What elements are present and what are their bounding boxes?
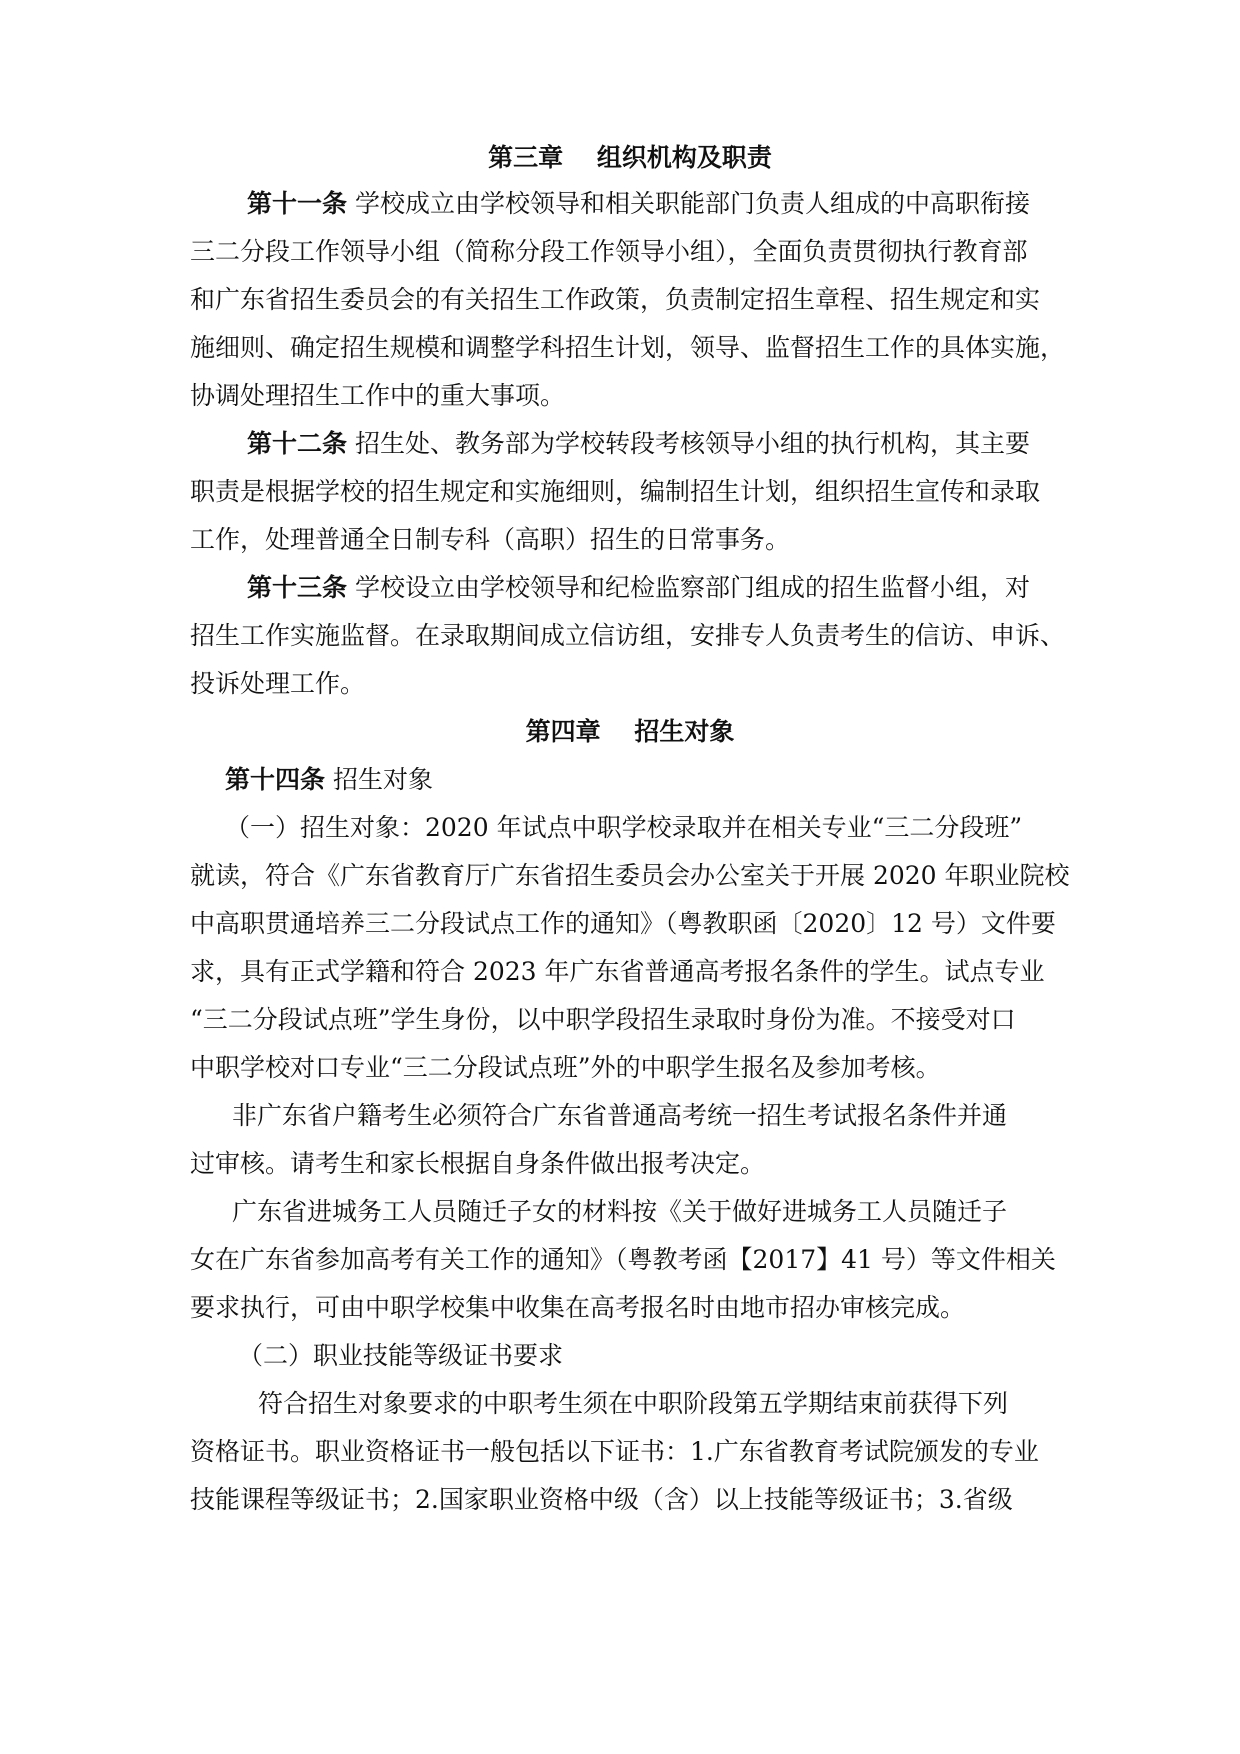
- article-11-line-2: 三二分段工作领导小组（简称分段工作领导小组），全面负责贯彻执行教育部: [190, 237, 1028, 266]
- article-12-label: 第十二条: [247, 429, 348, 458]
- section-1-line-3: 中高职贯通培养三二分段试点工作的通知》（粤教职函〔2020〕12 号）文件要: [190, 909, 1056, 938]
- article-11-line-5: 协调处理招生工作中的重大事项。: [190, 381, 566, 410]
- chapter-3-title: 第三章 组织机构及职责: [488, 143, 772, 172]
- section-1-line-4: 求，具有正式学籍和符合 2023 年广东省普通高考报名条件的学生。试点专业: [190, 957, 1045, 986]
- article-12-line-2: 职责是根据学校的招生规定和实施细则，编制招生计划，组织招生宣传和录取: [190, 477, 1041, 506]
- section-2-line-2: 资格证书。职业资格证书一般包括以下证书：1.广东省教育考试院颁发的专业: [190, 1437, 1039, 1466]
- article-14-label: 第十四条: [225, 765, 326, 794]
- nonlocal-para-line-2: 过审核。请考生和家长根据自身条件做出报考决定。: [190, 1149, 766, 1178]
- chapter-4-title: 第四章 招生对象: [525, 717, 735, 746]
- migrant-para-line-1: 广东省进城务工人员随迁子女的材料按《关于做好进城务工人员随迁子: [232, 1197, 1008, 1226]
- article-13-line-2: 招生工作实施监督。在录取期间成立信访组，安排专人负责考生的信访、申诉、: [190, 621, 1066, 650]
- section-2-line-3: 技能课程等级证书；2.国家职业资格中级（含）以上技能等级证书；3.省级: [190, 1485, 1013, 1514]
- article-11-line-3: 和广东省招生委员会的有关招生工作政策，负责制定招生章程、招生规定和实: [190, 285, 1041, 314]
- article-11-label: 第十一条: [247, 189, 348, 218]
- article-11-line-1: 第十一条 学校成立由学校领导和相关职能部门负责人组成的中高职衔接: [247, 189, 1030, 218]
- nonlocal-para-line-1: 非广东省户籍考生必须符合广东省普通高考统一招生考试报名条件并通: [232, 1101, 1008, 1130]
- migrant-para-line-3: 要求执行，可由中职学校集中收集在高考报名时由地市招办审核完成。: [190, 1293, 966, 1322]
- article-13-label: 第十三条: [247, 573, 348, 602]
- article-13-line-3: 投诉处理工作。: [190, 669, 366, 698]
- section-2-title: （二）职业技能等级证书要求: [238, 1341, 564, 1370]
- section-1-line-1: （一）招生对象：2020 年试点中职学校录取并在相关专业“三二分段班”: [225, 813, 1023, 842]
- section-1-line-6: 中职学校对口专业“三二分段试点班”外的中职学生报名及参加考核。: [190, 1053, 941, 1082]
- section-1-line-2: 就读，符合《广东省教育厅广东省招生委员会办公室关于开展 2020 年职业院校: [190, 861, 1070, 890]
- section-2-line-1: 符合招生对象要求的中职考生须在中职阶段第五学期结束前获得下列: [258, 1389, 1009, 1418]
- article-14-line: 第十四条 招生对象: [225, 765, 433, 794]
- article-13-line-1: 第十三条 学校设立由学校领导和纪检监察部门组成的招生监督小组，对: [247, 573, 1030, 602]
- article-12-line-1: 第十二条 招生处、教务部为学校转段考核领导小组的执行机构，其主要: [247, 429, 1030, 458]
- migrant-para-line-2: 女在广东省参加高考有关工作的通知》（粤教考函【2017】41 号）等文件相关: [190, 1245, 1056, 1274]
- article-12-line-3: 工作，处理普通全日制专科（高职）招生的日常事务。: [190, 525, 791, 554]
- section-1-line-5: “三二分段试点班”学生身份，以中职学段招生录取时身份为准。不接受对口: [190, 1005, 1016, 1034]
- article-11-line-4: 施细则、确定招生规模和调整学科招生计划，领导、监督招生工作的具体实施，: [190, 333, 1066, 362]
